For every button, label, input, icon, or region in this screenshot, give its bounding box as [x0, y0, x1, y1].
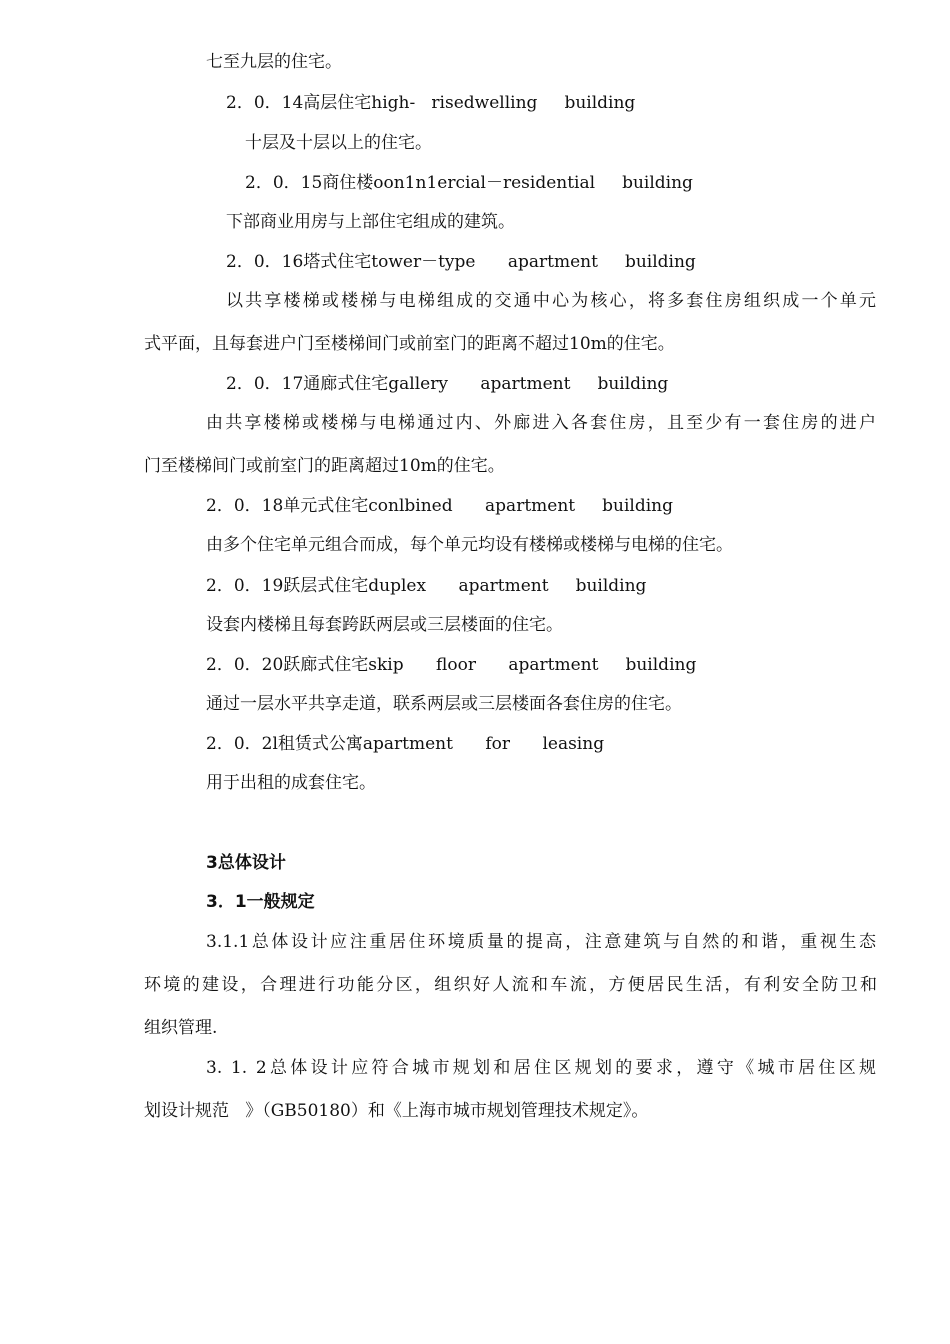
- text-line: 组织管理.: [144, 1018, 218, 1038]
- text-line: 下部商业用房与上部住宅组成的建筑。: [226, 212, 515, 232]
- text-line: 由多个住宅单元组合而成，每个单元均设有楼梯或楼梯与电梯的住宅。: [206, 535, 733, 555]
- text-line: 用于出租的成套住宅。: [206, 773, 376, 793]
- term-heading-2-0-18: 2．0．18单元式住宅conlbined apartment building: [206, 496, 673, 516]
- term-heading-2-0-19: 2．0．19跃层式住宅duplex apartment building: [206, 576, 647, 596]
- term-heading-2-0-16: 2．0．16塔式住宅tower－type apartment building: [226, 252, 696, 272]
- term-heading-2-0-14: 2．0．14高层住宅high- risedwelling building: [226, 93, 636, 113]
- text-line: 3. 1. 2总体设计应符合城市规划和居住区规划的要求，遵守《城市居住区规: [206, 1058, 876, 1078]
- text-line: 以共享楼梯或楼梯与电梯组成的交通中心为核心，将多套住房组织成一个单元: [226, 291, 876, 311]
- term-heading-2-0-21: 2．0．2l租赁式公寓apartment for leasing: [206, 734, 605, 754]
- text-line: 门至楼梯间门或前室门的距离超过10m的住宅。: [144, 456, 505, 476]
- text-line: 七至九层的住宅。: [206, 52, 342, 72]
- text-line: 十层及十层以上的住宅。: [245, 133, 432, 153]
- text-line: 由共享楼梯或楼梯与电梯通过内、外廊进入各套住房，且至少有一套住房的进户: [206, 413, 876, 433]
- section-heading: 3总体设计: [206, 853, 286, 873]
- text-line: 通过一层水平共享走道，联系两层或三层楼面各套住房的住宅。: [206, 694, 682, 714]
- subsection-heading: 3．1一般规定: [206, 892, 315, 912]
- text-line: 3.1.1总体设计应注重居住环境质量的提高，注意建筑与自然的和谐，重视生态: [206, 932, 876, 952]
- term-heading-2-0-20: 2．0．20跃廊式住宅skip floor apartment building: [206, 655, 697, 675]
- text-line: 环境的建设，合理进行功能分区，组织好人流和车流，方便居民生活，有利安全防卫和: [144, 975, 877, 995]
- text-line: 划设计规范 》（GB50180）和《上海市城市规划管理技术规定》。: [144, 1101, 649, 1121]
- text-line: 式平面，且每套进户门至楼梯间门或前室门的距离不超过10m的住宅。: [144, 334, 675, 354]
- term-heading-2-0-15: 2．0．15商住楼oon1n1ercial－residential building: [245, 173, 693, 193]
- term-heading-2-0-17: 2．0．17通廊式住宅gallery apartment building: [226, 374, 669, 394]
- text-line: 设套内楼梯且每套跨跃两层或三层楼面的住宅。: [206, 615, 563, 635]
